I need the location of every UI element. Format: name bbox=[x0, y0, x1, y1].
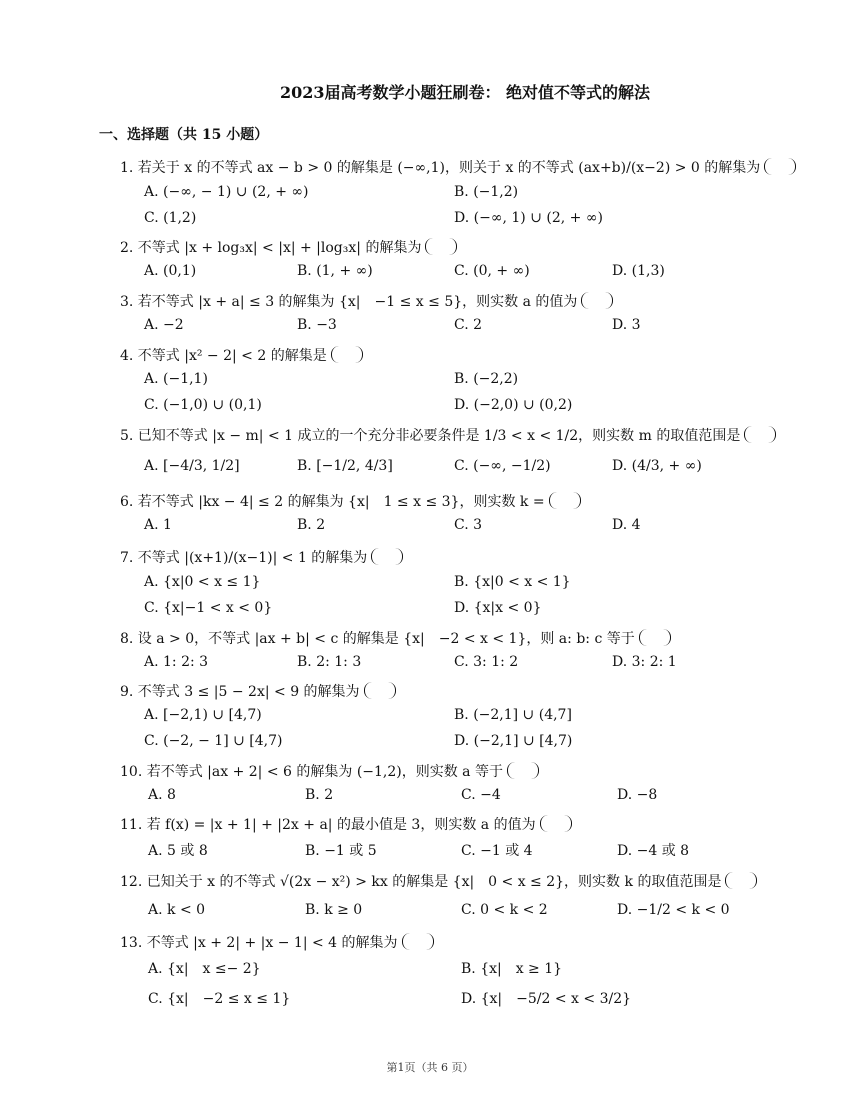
option: B. {x| x ≥ 1} bbox=[461, 961, 563, 977]
option: B. (−1,2) bbox=[454, 184, 519, 200]
option: B. (−2,2) bbox=[454, 371, 519, 387]
option: C. {x|−1 < x < 0} bbox=[144, 600, 273, 616]
option: B. (−2,1] ∪ (4,7] bbox=[454, 707, 572, 723]
answer-blank bbox=[364, 682, 396, 699]
answer-blank bbox=[549, 492, 581, 509]
section-heading: 一、选择题（共 15 小题） bbox=[99, 127, 269, 143]
question-3: 3. 若不等式 |x + a| ≤ 3 的解集为 {x| −1 ≤ x ≤ 5}，则实数 a 的值为 bbox=[120, 291, 613, 311]
question-11: 11. 若 f(x) = |x + 1| + |2x + a| 的最小值是 3，则实数 a 的值为 bbox=[120, 814, 572, 834]
question-6: 6. 若不等式 |kx − 4| ≤ 2 的解集为 {x| 1 ≤ x ≤ 3}，则实数 k = bbox=[120, 491, 581, 511]
option: B. 2 bbox=[297, 517, 326, 533]
option: A. (0,1) bbox=[144, 263, 197, 279]
option: C. {x| −2 ≤ x ≤ 1} bbox=[148, 991, 291, 1007]
option: D. 4 bbox=[612, 517, 641, 533]
option: A. [−2,1) ∪ [4,7) bbox=[144, 707, 262, 723]
option: C. 0 < k < 2 bbox=[461, 902, 548, 918]
question-12: 12. 已知关于 x 的不等式 √(2x − x²) > kx 的解集是 {x| 0 < x ≤ 2}，则实数 k 的取值范围是 bbox=[120, 871, 757, 891]
option: A. 1: 2: 3 bbox=[144, 654, 209, 670]
option: B. {x|0 < x < 1} bbox=[454, 574, 571, 590]
option: C. −1 或 4 bbox=[461, 843, 533, 859]
answer-blank bbox=[402, 933, 434, 950]
answer-blank bbox=[639, 629, 671, 646]
answer-blank bbox=[764, 158, 796, 175]
answer-blank bbox=[744, 426, 776, 443]
option: B. [−1/2, 4/3] bbox=[297, 458, 393, 474]
option: A. k < 0 bbox=[148, 902, 206, 918]
option: C. 3 bbox=[454, 517, 483, 533]
option: C. 2 bbox=[454, 317, 483, 333]
option: D. −8 bbox=[617, 787, 658, 803]
option: D. 3 bbox=[612, 317, 641, 333]
question-7: 7. 不等式 |(x+1)/(x−1)| < 1 的解集为 bbox=[120, 547, 403, 567]
option: D. {x| −5/2 < x < 3/2} bbox=[461, 991, 632, 1007]
option: D. (−∞, 1) ∪ (2, + ∞) bbox=[454, 210, 603, 226]
answer-blank bbox=[725, 872, 757, 889]
answer-blank bbox=[540, 815, 572, 832]
option: A. {x|0 < x ≤ 1} bbox=[144, 574, 261, 590]
question-5: 5. 已知不等式 |x − m| < 1 成立的一个充分非必要条件是 1/3 < x < 1/2，则实数 m 的取值范围是 bbox=[120, 425, 776, 445]
option: D. −4 或 8 bbox=[617, 843, 690, 859]
question-4: 4. 不等式 |x² − 2| < 2 的解集是 bbox=[120, 345, 363, 365]
question-2: 2. 不等式 |x + log₃x| < |x| + |log₃x| 的解集为 bbox=[120, 237, 457, 257]
option: C. (0, + ∞) bbox=[454, 263, 530, 279]
document-title: 2023届高考数学小题狂刷卷： 绝对值不等式的解法 bbox=[279, 83, 651, 102]
option: C. (1,2) bbox=[144, 210, 197, 226]
answer-blank bbox=[371, 548, 403, 565]
option: D. (1,3) bbox=[612, 263, 665, 279]
option: B. −1 或 5 bbox=[305, 843, 377, 859]
question-10: 10. 若不等式 |ax + 2| < 6 的解集为 (−1,2)，则实数 a 等于 bbox=[120, 761, 539, 781]
option: B. k ≥ 0 bbox=[305, 902, 363, 918]
question-9: 9. 不等式 3 ≤ |5 − 2x| < 9 的解集为 bbox=[120, 681, 396, 701]
question-1: 1. 若关于 x 的不等式 ax − b > 0 的解集是 (−∞,1)，则关于 x 的不等式 (ax+b)/(x−2) > 0 的解集为 bbox=[120, 157, 796, 177]
option: D. 3: 2: 1 bbox=[612, 654, 677, 670]
option: A. −2 bbox=[144, 317, 184, 333]
option: D. {x|x < 0} bbox=[454, 600, 542, 616]
option: A. (−∞, − 1) ∪ (2, + ∞) bbox=[144, 184, 309, 200]
answer-blank bbox=[581, 292, 613, 309]
question-8: 8. 设 a > 0，不等式 |ax + b| < c 的解集是 {x| −2 < x < 1}，则 a: b: c 等于 bbox=[120, 628, 671, 648]
option: B. 2: 1: 3 bbox=[297, 654, 362, 670]
option: C. (−2, − 1] ∪ [4,7) bbox=[144, 733, 283, 749]
option: B. (1, + ∞) bbox=[297, 263, 373, 279]
option: C. (−∞, −1/2) bbox=[454, 458, 551, 474]
option: A. 5 或 8 bbox=[148, 843, 208, 859]
question-13: 13. 不等式 |x + 2| + |x − 1| < 4 的解集为 bbox=[120, 932, 434, 952]
option: A. (−1,1) bbox=[144, 371, 208, 387]
option: D. (−2,0) ∪ (0,2) bbox=[454, 397, 573, 413]
option: A. 1 bbox=[144, 517, 172, 533]
option: A. 8 bbox=[148, 787, 176, 803]
page-footer: 第1页（共 6 页） bbox=[386, 1061, 474, 1074]
option: D. (−2,1] ∪ [4,7) bbox=[454, 733, 573, 749]
answer-blank bbox=[425, 238, 457, 255]
option: C. −4 bbox=[461, 787, 501, 803]
option: C. (−1,0) ∪ (0,1) bbox=[144, 397, 262, 413]
option: D. −1/2 < k < 0 bbox=[617, 902, 730, 918]
option: B. 2 bbox=[305, 787, 334, 803]
option: A. [−4/3, 1/2] bbox=[144, 458, 240, 474]
answer-blank bbox=[507, 762, 539, 779]
answer-blank bbox=[331, 346, 363, 363]
option: C. 3: 1: 2 bbox=[454, 654, 519, 670]
option: B. −3 bbox=[297, 317, 337, 333]
option: D. (4/3, + ∞) bbox=[612, 458, 702, 474]
option: A. {x| x ≤− 2} bbox=[148, 961, 261, 977]
